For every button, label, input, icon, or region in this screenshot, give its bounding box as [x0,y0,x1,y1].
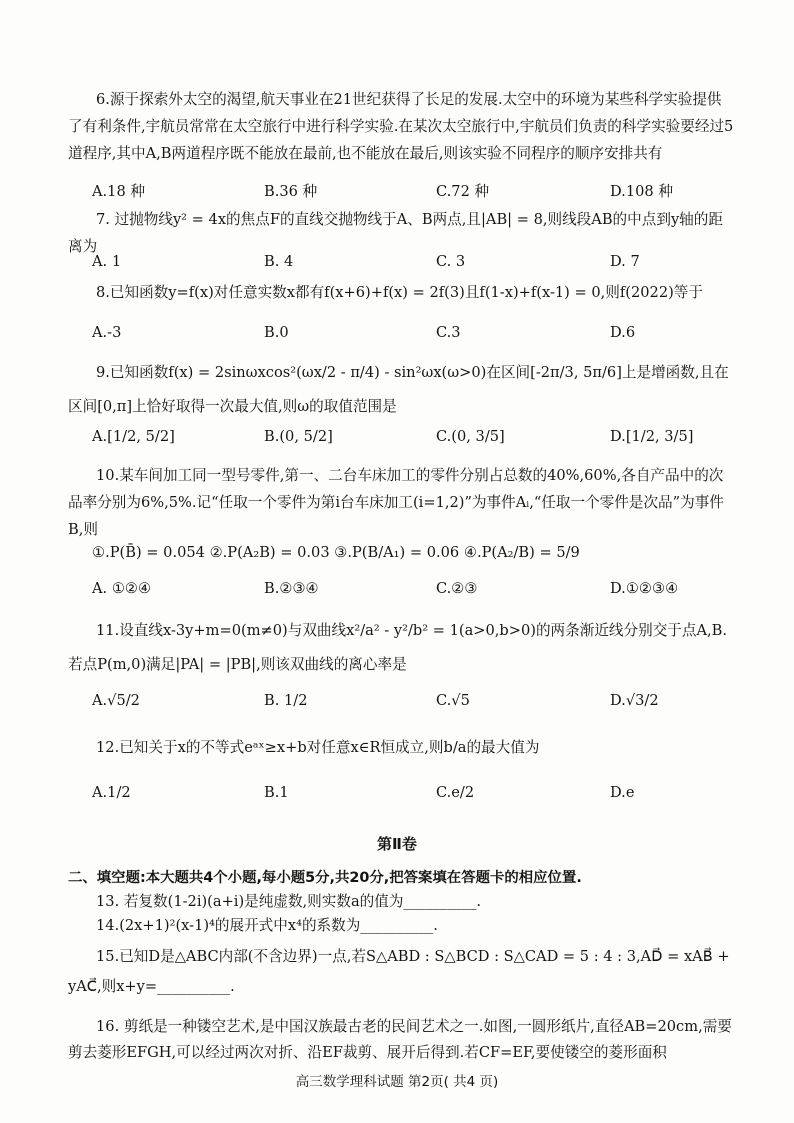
question-10: 10.某车间加工同一型号零件,第一、二台车床加工的零件分别占总数的40%,60%,各自产品中的次品率分别为6%,5%.记“任取一个零件为第i台车床加工(i=1,2)”为事件Aᵢ,“任取一个零件是次品”为事件B,则 [68,467,724,538]
option-b: B.36 种 [264,183,318,200]
part-title: 第Ⅱ卷 [377,835,417,853]
option-a: A.[1/2, 5/2] [92,428,175,445]
option-c: C.72 种 [436,183,490,200]
option-d: D.6 [610,324,636,341]
option-d: D.√3/2 [610,692,659,709]
option-b: B. 4 [264,253,294,270]
question-10-statements: ①.P(B̄) = 0.054 ②.P(A₂B) = 0.03 ③.P(B/A₁) = 0.06 ④.P(A₂/B) = 5/9 [92,544,580,561]
option-d: D.①②③④ [610,580,679,597]
question-12: 12.已知关于x的不等式eᵃˣ≥x+b对任意x∈R恒成立,则b/a的最大值为 [96,739,540,756]
option-a: A.18 种 [92,183,145,200]
option-c: C.(0, 3/5] [436,428,505,445]
option-c: C. 3 [436,253,466,270]
question-15: 15.已知D是△ABC内部(不含边界)一点,若S△ABD : S△BCD : S△CAD = 5 : 4 : 3,AD⃗ = xAB⃗ + yAC⃗,则x+y=__________. [68,948,730,995]
page-footer: 高三数学理科试题 第2页( 共4 页) [295,1074,499,1090]
question-10-options [92,580,732,606]
option-c: C.√5 [436,692,470,709]
question-6: 6.源于探索外太空的渴望,航天事业在21世纪获得了长足的发展.太空中的环境为某些科学实验提供了有利条件,宇航员常常在太空旅行中进行科学实验.在某次太空旅行中,宇航员们负责的科学实验要经过5道程序,其中A,B两道程序既不能放在最前,也不能放在最后,则该实验不同程序的顺序安排共有 [68,91,734,162]
question-11-options [92,692,732,718]
option-a: A. ①②④ [92,580,152,597]
question-8: 8.已知函数y=f(x)对任意实数x都有f(x+6)+f(x) = 2f(3)且f(1-x)+f(x-1) = 0,则f(2022)等于 [96,284,703,301]
section-2-title: 二、填空题:本大题共4个小题,每小题5分,共20分,把答案填在答题卡的相应位置. [68,870,582,886]
question-16: 16. 剪纸是一种镂空艺术,是中国汉族最古老的民间艺术之一.如图,一圆形纸片,直径AB=20cm,需要剪去菱形EFGH,可以经过两次对折、沿EF裁剪、展开后得到.若CF=EF,要使镂空的菱形面积 [68,1018,732,1061]
option-d: D.[1/2, 3/5] [610,428,694,445]
option-c: C.②③ [436,580,478,597]
question-7-options [92,253,732,279]
question-7: 7. 过抛物线y² = 4x的焦点F的直线交抛物线于A、B两点,且|AB| = 8,则线段AB的中点到y轴的距离为 [68,211,723,255]
option-a: A.-3 [92,324,122,341]
option-d: D. 7 [610,253,640,270]
option-a: A.√5/2 [92,692,140,709]
option-c: C.e/2 [436,784,475,801]
option-b: B.②③④ [264,580,319,597]
option-d: D.108 种 [610,183,673,200]
option-c: C.3 [436,324,461,341]
option-a: A.1/2 [92,784,131,801]
question-11: 11.设直线x-3y+m=0(m≠0)与双曲线x²/a² - y²/b² = 1(a>0,b>0)的两条渐近线分别交于点A,B.若点P(m,0)满足|PA| = |PB|,则该双曲线的离心率是 [68,622,728,673]
option-a: A. 1 [92,253,122,270]
question-13: 13. 若复数(1-2i)(a+i)是纯虚数,则实数a的值为__________. [96,893,482,910]
question-12-options [92,784,732,810]
question-14: 14.(2x+1)²(x-1)⁴的展开式中x⁴的系数为__________. [96,917,438,934]
question-9: 9.已知函数f(x) = 2sinωxcos²(ωx/2 - π/4) - sin²ωx(ω>0)在区间[-2π/3, 5π/6]上是增函数,且在区间[0,π]上恰好取得一次最大值,则ω的取值范围是 [68,364,729,415]
question-6-options [92,180,732,206]
option-b: B.1 [264,784,289,801]
question-9-options [92,428,732,454]
question-8-options [92,324,732,350]
option-b: B.(0, 5/2] [264,428,333,445]
option-d: D.e [610,784,635,801]
option-b: B. 1/2 [264,692,308,709]
option-b: B.0 [264,324,289,341]
